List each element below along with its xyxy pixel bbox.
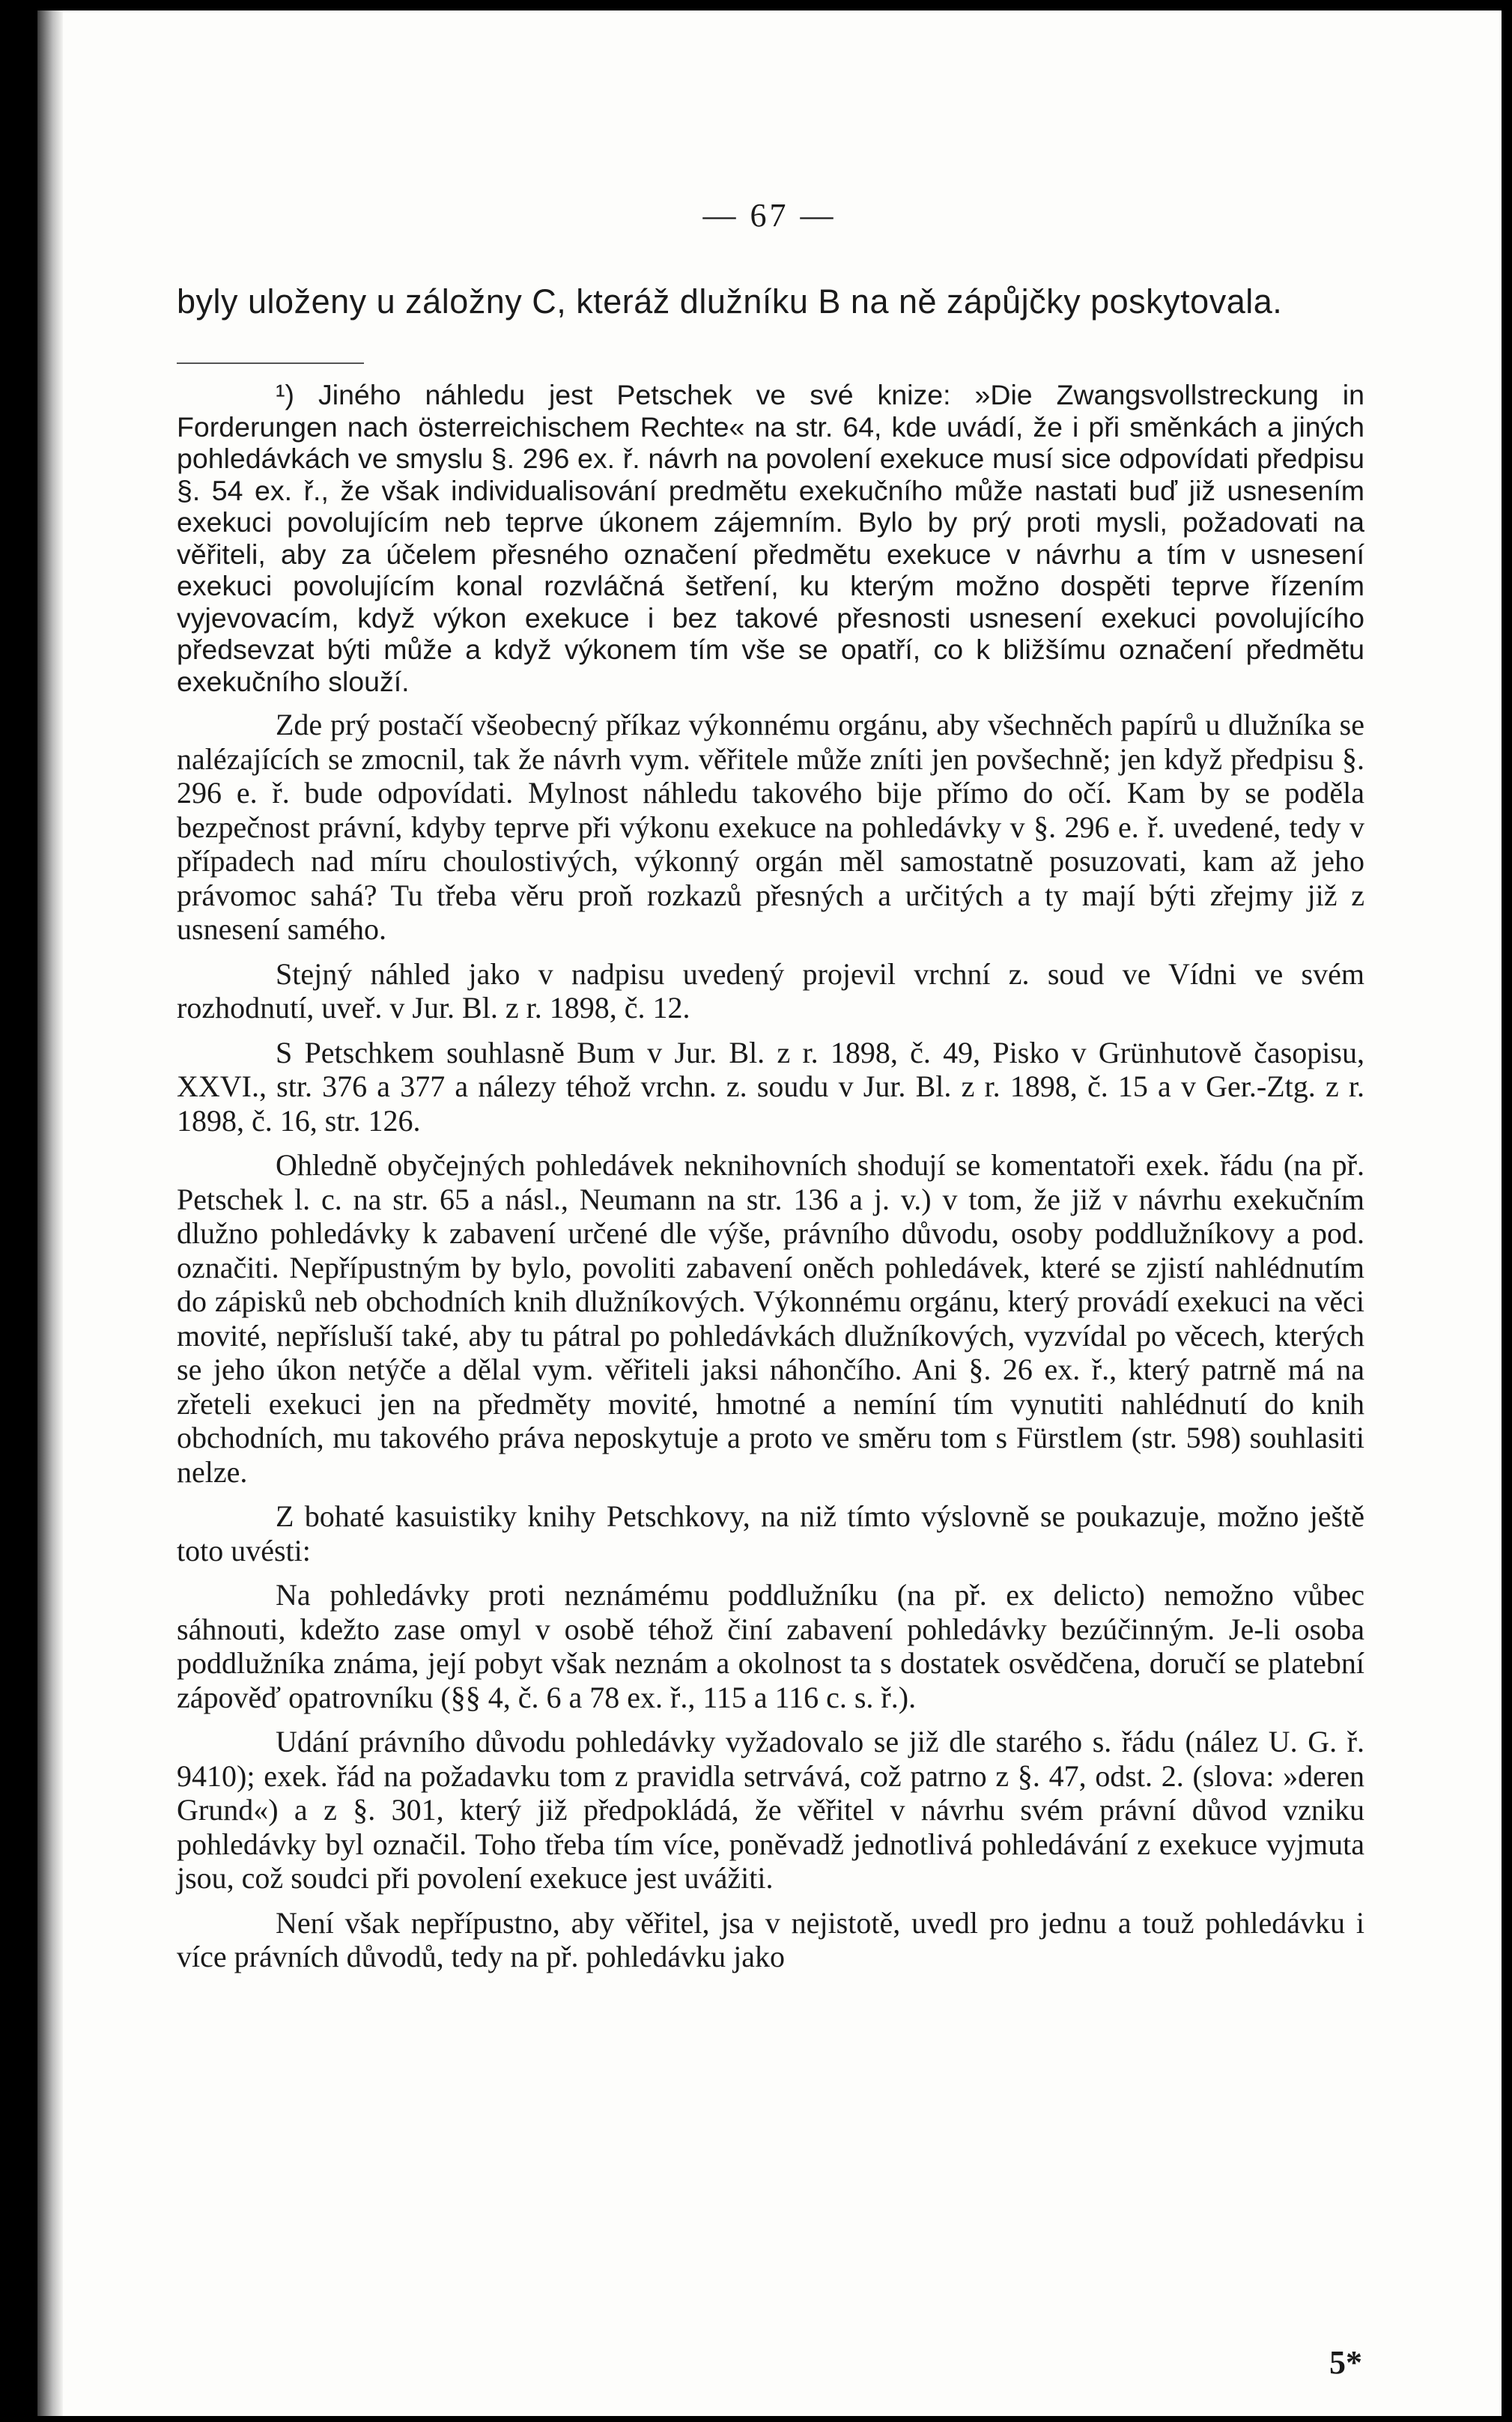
document-page (37, 10, 1502, 2416)
signature-mark: 5* (1329, 2344, 1362, 2381)
footnote-paragraph-7: Na pohledávky proti neznámému poddlužníku (na př. ex delicto) nemožno vůbec sáhnouti, kdežto zase omyl v osobě téhož činí zabavení pohledávky bezúčinným. Je-li osoba poddlužníka známa, její pobyt však neznám a okolnost ta s dostatek osvědčena, doručí se platební zápověď opatrovníku (§§ 4, č. 6 a 78 ex. ř., 115 a 116 c. s. ř.). (177, 1578, 1364, 1714)
page-text (177, 279, 1364, 1974)
footnote-paragraph-8: Udání právního důvodu pohledávky vyžadovalo se již dle starého s. řádu (nález U. G. ř. 9410); exek. řád na požadavku tom z pravidla setrvává, což patrno z §. 47, odst. 2. (slova: »deren Grund«) a z §. 301, který již předpokládá, že věřitel v návrhu svém právní důvod vzniku pohledávky byl označil. Toho třeba tím více, poněvadž jednotlivá pohledávání z exekuce vyjmuta jsou, což soudci při povolení exekuce jest uvážiti. (177, 1725, 1364, 1895)
footnote-separator (177, 362, 364, 364)
footnote-paragraph-2: Zde prý postačí všeobecný příkaz výkonnému orgánu, aby všechněch papírů u dlužníka se nalézajících se zmocnil, tak že návrh vym. věřitele může zníti jen povšechně; jen když předpisu §. 296 e. ř. bude odpovídati. Mylnost náhledu takového bije přímo do očí. Kam by se poděla bezpečnost právní, kdyby teprve při výkonu exekuce na pohledávky v §. 296 e. ř. uvedené, tedy v případech nad míru choulostivých, výkonný orgán měl samostatně posuzovati, kam až jeho právomoc sahá? Tu třeba věru proň rozkazů přesných a určitých a ty mají býti zřejmy již z usnesení samého. (177, 708, 1364, 946)
footnote-paragraph-9: Není však nepřípustno, aby věřitel, jsa v nejistotě, uvedl pro jednu a touž pohledávku i více právních důvodů, tedy na př. pohledávku jako (177, 1905, 1364, 1973)
footnote-paragraph-5: Ohledně obyčejných pohledávek neknihovních shodují se komentatoři exek. řádu (na př. Petschek l. c. na str. 65 a násl., Neumann na str. 136 a j. v.) v tom, že již v návrhu exekučním dlužno pohledávky k zabavení určené dle výše, právního důvodu, osoby poddlužníkovy a pod. označiti. Nepřípustným by bylo, povoliti zabavení oněch pohledávek, které se zjistí nahlédnutím do zápisků neb obchodních knih dlužníkových. Výkonnému orgánu, který provádí exekuci na věci movité, nepřísluší také, aby tu pátral po pohledávkách dlužníkových, vyzvídal po věcech, kterých se jeho úkon netýče a dělal vym. věřiteli jaksi náhončího. Ani §. 26 ex. ř., který patrně má na zřeteli exekuci jen na předměty movité, hmotné a nemíní tím vynutiti nahlédnutí do knih obchodních, mu takového práva neposkytuje a proto ve směru tom s Fürstlem (str. 598) souhlasiti nelze. (177, 1148, 1364, 1489)
page-number: — 67 — (702, 197, 837, 234)
footnote-paragraph-6: Z bohaté kasuistiky knihy Petschkovy, na niž tímto výslovně se poukazuje, možno ještě toto uvésti: (177, 1499, 1364, 1567)
page-binding-edge (37, 10, 63, 2416)
footnote-paragraph-1: ¹) Jiného náhledu jest Petschek ve své knize: »Die Zwangsvollstreckung in Forderungen nach österreichischem Rechte« na str. 64, kde uvádí, že i při směnkách a jiných pohledávkách ve smyslu §. 296 ex. ř. návrh na povolení exekuce musí sice odpovídati předpisu §. 54 ex. ř., že však individualisování predmětu exekučního může nastati buď již usnesením exekuci povolujícím neb teprve úkonem zájemním. Bylo by prý proti mysli, požadovati na věřiteli, aby za účelem přesného označení předmětu exekuce v návrhu a tím v usnesení exekuci povolujícím konal rozvláčná šetření, ku kterým možno dospěti teprve řízením vyjevovacím, když výkon exekuce i bez takové přesnosti usnesení exekuci povolujícího předsevzat býti může a když výkonem tím vše se opatří, co k bližšímu označení předmětu exekučního slouží. (177, 379, 1364, 697)
footnote-paragraph-4: S Petschkem souhlasně Bum v Jur. Bl. z r. 1898, č. 49, Pisko v Grünhutově časopisu, XXVI., str. 376 a 377 a nálezy téhož vrchn. z. soudu v Jur. Bl. z r. 1898, č. 15 a v Ger.-Ztg. z r. 1898, č. 16, str. 126. (177, 1035, 1364, 1138)
footnote-paragraph-3: Stejný náhled jako v nadpisu uvedený projevil vrchní z. soud ve Vídni ve svém rozhodnutí, uveř. v Jur. Bl. z r. 1898, č. 12. (177, 956, 1364, 1025)
lead-paragraph: byly uloženy u záložny C, kteráž dlužníku B na ně zápůjčky poskytovala. (177, 282, 1283, 321)
